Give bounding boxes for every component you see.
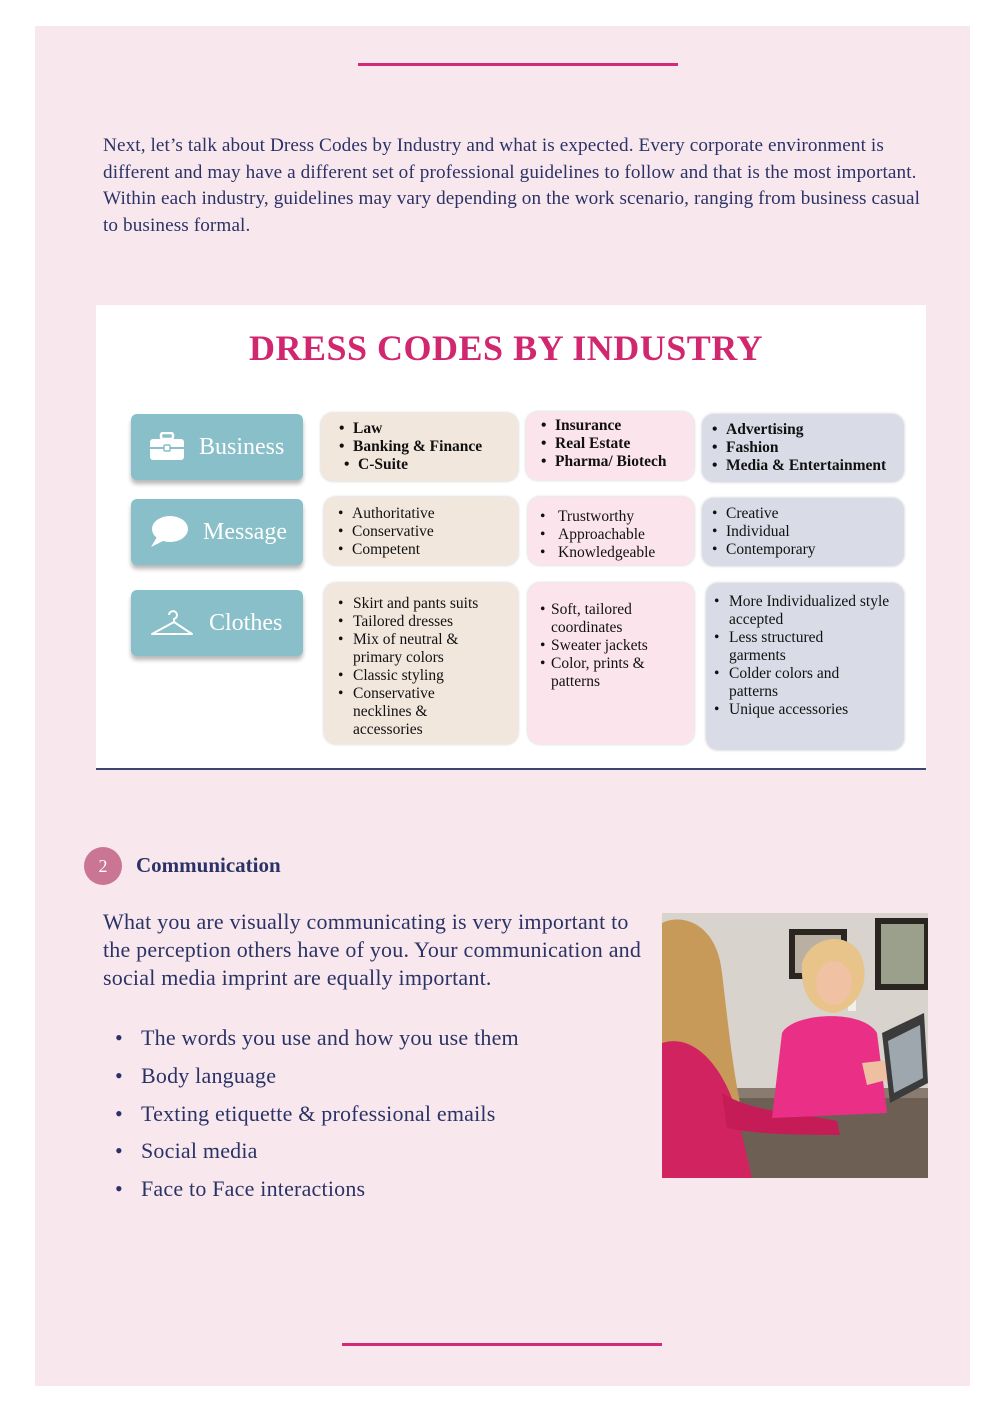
- list-item: • Law: [339, 420, 518, 438]
- business-cell-3: [702, 414, 904, 482]
- list-item: • Trustworthy: [540, 508, 694, 526]
- communication-paragraph: What you are visually communicating is very important to the perception others have of you. Your communication and social media imprint are equally important.: [103, 909, 642, 990]
- list-item: • Sweater jackets: [540, 637, 694, 655]
- list-item: • The words you use and how you use them: [115, 1024, 519, 1062]
- infographic-title: DRESS CODES BY INDUSTRY: [248, 328, 764, 368]
- list-item: • Competent: [338, 541, 518, 559]
- clothes-cell-1: [324, 583, 518, 744]
- list-item: • Insurance: [541, 417, 694, 435]
- list-item: • Less structured garments: [714, 629, 854, 665]
- list-item: • Classic styling: [338, 667, 518, 685]
- list-item: • Individual: [712, 523, 904, 541]
- list-item: • Face to Face interactions: [115, 1175, 519, 1213]
- message-cell-2: [528, 497, 694, 565]
- list-item: • Pharma/ Biotech: [541, 453, 694, 471]
- list-item: • Unique accessories: [714, 701, 904, 719]
- list-item: • Mix of neutral & primary colors: [338, 631, 498, 667]
- business-label-box: [131, 414, 303, 480]
- list-item: • More Individualized style accepted: [714, 593, 904, 629]
- intro-paragraph: Next, let’s talk about Dress Codes by Industry and what is expected. Every corporate environment is different and may have a different set of professional guidelines to follow and that is the most important. Within each industry, guidelines may vary depending on the work scenario, ranging from business casual to business formal.: [103, 135, 921, 236]
- list-item: • Fashion: [712, 439, 904, 457]
- message-cell-1: [324, 497, 518, 565]
- meeting-photo: [662, 913, 928, 1178]
- clothes-cell-2: [528, 583, 694, 744]
- list-item: • Media & Entertainment: [712, 457, 904, 475]
- list-item: • Creative: [712, 505, 904, 523]
- section-title: Communication: [136, 853, 281, 877]
- business-cell-1: [321, 413, 518, 481]
- list-item: • Texting etiquette & professional emails: [115, 1100, 519, 1138]
- dress-codes-infographic: [96, 305, 926, 770]
- list-item: • Banking & Finance: [339, 438, 518, 456]
- list-item: • Advertising: [712, 421, 904, 439]
- clothes-cell-3: [706, 583, 904, 750]
- message-cell-3: [702, 498, 904, 566]
- list-item: • Color, prints & patterns: [540, 655, 660, 691]
- list-item: • Skirt and pants suits: [338, 595, 518, 613]
- message-label-box: [131, 499, 303, 565]
- list-item: • Knowledgeable: [540, 544, 694, 562]
- list-item: • Social media: [115, 1137, 519, 1175]
- clothes-label: Clothes: [209, 609, 283, 636]
- list-item: • Contemporary: [712, 541, 904, 559]
- list-item: • Body language: [115, 1062, 519, 1100]
- list-item: • Conservative necklines & accessories: [338, 685, 478, 739]
- list-item: • Authoritative: [338, 505, 518, 523]
- list-item: • Colder colors and patterns: [714, 665, 864, 701]
- top-divider: [358, 63, 678, 66]
- bottom-divider: [342, 1343, 662, 1346]
- briefcase-icon: [149, 432, 185, 462]
- list-item: • Conservative: [338, 523, 518, 541]
- hanger-icon: [149, 607, 195, 639]
- section-number-badge: 2: [84, 847, 122, 885]
- list-item: • Soft, tailored coordinates: [540, 601, 660, 637]
- business-label: Business: [199, 433, 285, 460]
- clothes-label-box: [131, 590, 303, 656]
- list-item: • Approachable: [540, 526, 694, 544]
- business-cell-2: [526, 412, 694, 480]
- message-label: Message: [203, 518, 287, 545]
- communication-list: [115, 1024, 519, 1213]
- list-item: • Real Estate: [541, 435, 694, 453]
- speech-bubble-icon: [149, 515, 189, 549]
- list-item: • C-Suite: [344, 456, 518, 474]
- list-item: • Tailored dresses: [338, 613, 518, 631]
